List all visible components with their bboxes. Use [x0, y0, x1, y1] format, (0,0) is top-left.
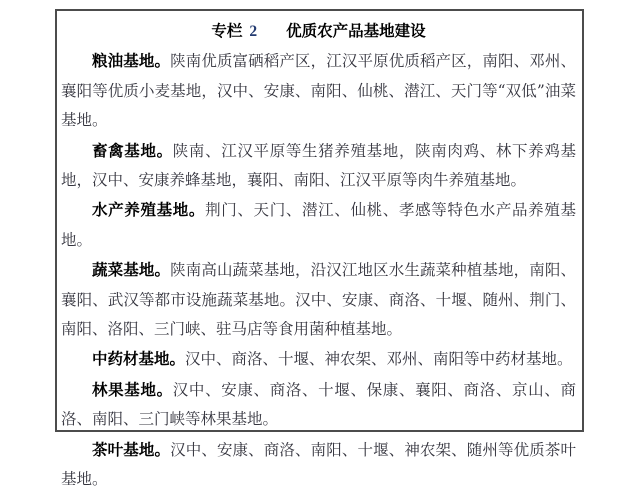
paragraph-body: 汉中、安康、商洛、南阳、十堰、神农架、随州等优质茶叶基地。 [61, 440, 576, 489]
panel-title-text: 优质农产品基地建设 [286, 21, 426, 40]
paragraph-herbal-medicine-base [61, 344, 576, 374]
panel-title-number: 2 [249, 23, 258, 40]
paragraph-forest-fruit-base [61, 375, 576, 435]
column-box-panel [55, 9, 584, 489]
paragraph-lead: 林果基地。 [92, 379, 173, 399]
paragraph-body: 陕南优质富硒稻产区，江汉平原优质稻产区，南阳、邓州、襄阳等优质小麦基地，汉中、安康、南阳、仙桃、潜江、天门等“双低”油菜基地。 [61, 52, 576, 130]
paragraph-lead: 茶叶基地。 [92, 439, 171, 459]
paragraph-livestock-poultry-base [61, 136, 576, 196]
paragraph-lead: 蔬菜基地。 [92, 260, 171, 280]
paragraph-tea-base [61, 435, 576, 495]
panel-title [61, 16, 576, 46]
paragraph-lead: 水产养殖基地。 [92, 200, 206, 220]
paragraph-body: 陕南、江汉平原等生猪养殖基地，陕南肉鸡、林下养鸡基地，汉中、安康养蜂基地，襄阳、南阳、江汉平原等肉牛养殖基地。 [61, 141, 576, 190]
paragraph-lead: 中药材基地。 [92, 349, 186, 369]
paragraph-lead: 畜禽基地。 [92, 140, 173, 160]
paragraph-lead: 粮油基地。 [92, 51, 171, 71]
panel-title-prefix: 专栏 [211, 21, 243, 40]
paragraph-body: 陕南高山蔬菜基地，沿汉江地区水生蔬菜种植基地，南阳、襄阳、武汉等都市设施蔬菜基地。汉中、安康、商洛、十堰、随州、荆门、南阳、洛阳、三门峡、驻马店等食用菌种植基地。 [61, 261, 576, 339]
paragraph-body: 汉中、安康、商洛、十堰、保康、襄阳、商洛、京山、商洛、南阳、三门峡等林果基地。 [61, 380, 576, 429]
paragraph-grain-oil-base [61, 46, 576, 135]
paragraph-body: 荆门、天门、潜江、仙桃、孝感等特色水产品养殖基地。 [61, 201, 576, 249]
paragraph-vegetable-base [61, 255, 576, 344]
paragraph-aquaculture-base [61, 195, 576, 255]
paragraph-body: 汉中、商洛、十堰、神农架、邓州、南阳等中药材基地。 [185, 350, 573, 369]
